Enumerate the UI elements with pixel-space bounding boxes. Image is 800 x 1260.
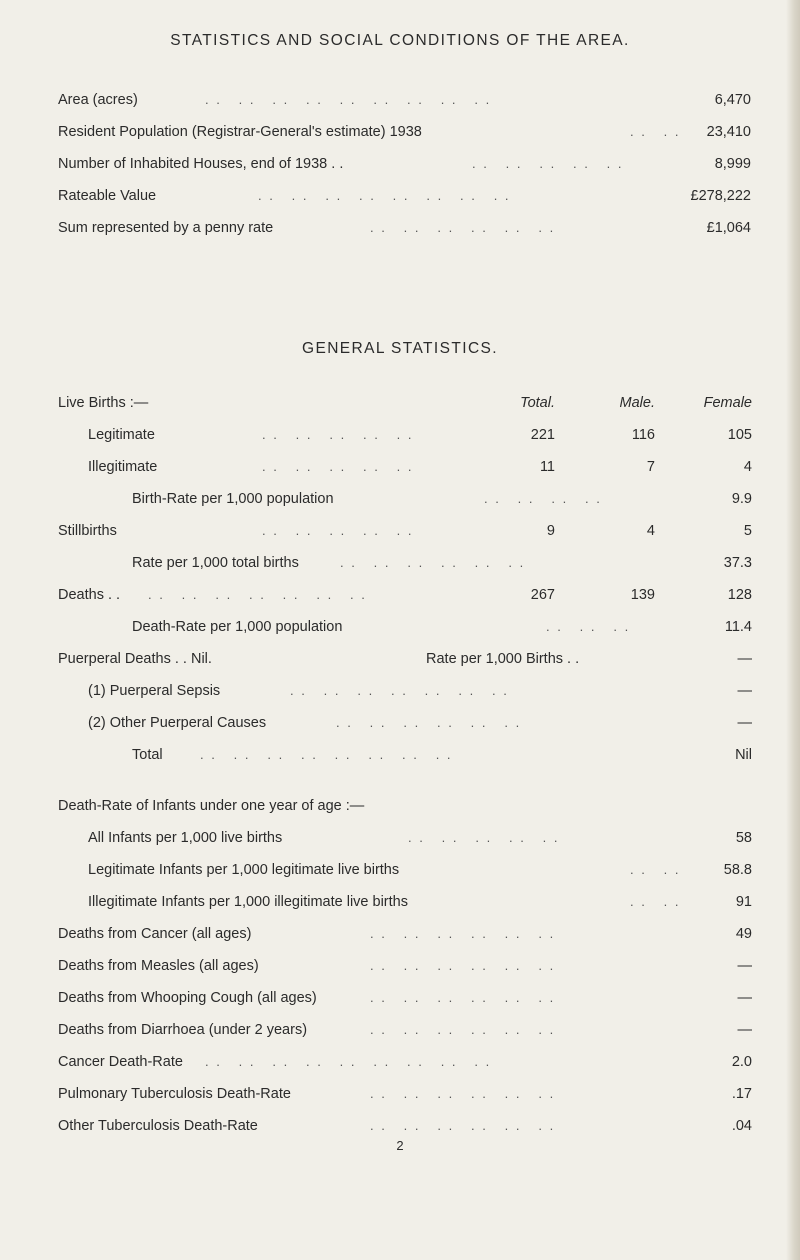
houses-value: 8,999 <box>714 156 751 172</box>
leader-dots: . . . . . . . . . . . . <box>370 220 556 235</box>
population-label: Resident Population (Registrar-General's estimate) 1938 <box>58 124 422 140</box>
cause-value: — <box>737 958 752 974</box>
cause-value: 49 <box>735 926 752 942</box>
leader-dots: . . . . . . . . . . . . . . <box>148 587 367 602</box>
column-female-header: Female <box>703 395 752 411</box>
puerperal-sepsis-value: — <box>737 683 752 699</box>
puerperal-total-row <box>0 744 800 766</box>
leader-dots: . . . . <box>630 894 681 909</box>
deaths-row <box>0 584 800 606</box>
other-puerperal-row <box>0 712 800 734</box>
stillbirths-female: 5 <box>743 523 752 539</box>
leader-dots: . . . . . . . . . . <box>408 830 560 845</box>
cause-row <box>0 955 800 977</box>
deaths-label: Deaths . . <box>58 587 121 603</box>
houses-label: Number of Inhabited Houses, end of 1938 . . <box>58 156 344 172</box>
rateable-row <box>0 185 800 207</box>
leader-dots: . . . . . . . . . . <box>472 156 624 171</box>
area-value: 6,470 <box>714 92 751 108</box>
death-rate-label: Death-Rate per 1,000 population <box>132 619 343 635</box>
stillbirth-rate-row <box>0 552 800 574</box>
puerperal-sepsis-label: (1) Puerperal Sepsis <box>88 683 221 699</box>
cause-label: Pulmonary Tuberculosis Death-Rate <box>58 1086 291 1102</box>
leader-dots: . . . . . . . . . . . . . . . . <box>200 747 453 762</box>
death-rate-row <box>0 616 800 638</box>
deaths-male: 139 <box>630 587 655 603</box>
penny-rate-value: £1,064 <box>706 220 751 236</box>
puerperal-row <box>0 648 800 670</box>
main-title: STATISTICS AND SOCIAL CONDITIONS OF THE AREA. <box>170 32 630 49</box>
infant-rate-value: 58.8 <box>723 862 752 878</box>
penny-rate-row <box>0 217 800 239</box>
other-puerperal-label: (2) Other Puerperal Causes <box>88 715 267 731</box>
leader-dots: . . . . . . . . . . . . <box>370 958 556 973</box>
stillbirths-label: Stillbirths <box>58 523 117 539</box>
cause-value: .17 <box>731 1086 752 1102</box>
legitimate-label: Legitimate <box>88 427 155 443</box>
stillbirths-row <box>0 520 800 542</box>
deaths-total: 267 <box>530 587 555 603</box>
leader-dots: . . . . . . . . . . <box>262 427 414 442</box>
deaths-female: 128 <box>727 587 752 603</box>
leader-dots: . . . . . . . . . . . . <box>370 990 556 1005</box>
population-value: 23,410 <box>706 124 751 140</box>
puerperal-rate-value: — <box>737 651 752 667</box>
leader-dots: . . . . . . . . . . <box>262 459 414 474</box>
leader-dots: . . . . . . . . . . . . <box>340 555 526 570</box>
cause-row <box>0 1083 800 1105</box>
rateable-value: £278,222 <box>690 188 751 204</box>
infant-rate-label: Legitimate Infants per 1,000 legitimate live births <box>88 862 400 878</box>
legitimate-male: 116 <box>631 427 655 443</box>
area-label: Area (acres) <box>58 92 138 108</box>
legitimate-female: 105 <box>727 427 752 443</box>
leader-dots: . . . . . . . . . . . . <box>370 926 556 941</box>
cause-value: .04 <box>731 1118 752 1134</box>
leader-dots: . . . . . . . . <box>484 491 602 506</box>
leader-dots: . . . . . . . . . . . . . . . . . . <box>205 92 492 107</box>
puerperal-label: Puerperal Deaths . . Nil. <box>58 651 212 667</box>
infant-rate-row <box>0 859 800 881</box>
leader-dots: . . . . . . . . . . . . <box>370 1022 556 1037</box>
puerperal-sepsis-row <box>0 680 800 702</box>
leader-dots: . . . . . . . . . . . . . . <box>290 683 509 698</box>
infant-rate-row <box>0 827 800 849</box>
page-number: 2 <box>396 1138 404 1153</box>
cause-row <box>0 987 800 1009</box>
leader-dots: . . . . . . . . . . . . . . . . <box>258 188 511 203</box>
column-total-header: Total. <box>520 395 555 411</box>
infant-rate-value: 91 <box>735 894 752 910</box>
illegitimate-male: 7 <box>646 459 655 475</box>
houses-row <box>0 153 800 175</box>
infant-rate-value: 58 <box>735 830 752 846</box>
infant-rate-row <box>0 891 800 913</box>
infant-deaths-heading-row <box>0 795 800 817</box>
infant-deaths-heading: Death-Rate of Infants under one year of age :— <box>58 798 365 814</box>
cause-row <box>0 923 800 945</box>
cause-value: — <box>737 990 752 1006</box>
population-row <box>0 121 800 143</box>
cause-label: Deaths from Cancer (all ages) <box>58 926 252 942</box>
illegitimate-label: Illegitimate <box>88 459 158 475</box>
cause-value: — <box>737 1022 752 1038</box>
leader-dots: . . . . . . . . . . . . . . . . . . <box>205 1054 492 1069</box>
illegitimate-female: 4 <box>743 459 752 475</box>
cause-label: Cancer Death-Rate <box>58 1054 183 1070</box>
cause-row <box>0 1019 800 1041</box>
puerperal-total-label: Total <box>132 747 163 763</box>
legitimate-total: 221 <box>530 427 555 443</box>
stillbirths-total: 9 <box>546 523 555 539</box>
cause-row <box>0 1051 800 1073</box>
area-row <box>0 89 800 111</box>
cause-label: Deaths from Measles (all ages) <box>58 958 259 974</box>
illegitimate-total: 11 <box>539 459 555 475</box>
infant-rate-label: All Infants per 1,000 live births <box>88 830 283 846</box>
stillbirth-rate-label: Rate per 1,000 total births <box>132 555 299 571</box>
leader-dots: . . . . . . . . . . . . <box>336 715 522 730</box>
puerperal-total-value: Nil <box>735 747 752 763</box>
live-births-label: Live Births :— <box>58 395 149 411</box>
leader-dots: . . . . . . . . . . . . <box>370 1086 556 1101</box>
cause-value: 2.0 <box>731 1054 752 1070</box>
cause-label: Deaths from Whooping Cough (all ages) <box>58 990 317 1006</box>
leader-dots: . . . . <box>630 862 681 877</box>
stillbirths-male: 4 <box>646 523 655 539</box>
birth-rate-value: 9.9 <box>731 491 752 507</box>
other-puerperal-value: — <box>737 715 752 731</box>
cause-label: Deaths from Diarrhoea (under 2 years) <box>58 1022 308 1038</box>
illegitimate-row <box>0 456 800 478</box>
leader-dots: . . . . . . . . . . <box>262 523 414 538</box>
birth-rate-row <box>0 488 800 510</box>
cause-row <box>0 1115 800 1137</box>
penny-rate-label: Sum represented by a penny rate <box>58 220 274 236</box>
cause-label: Other Tuberculosis Death-Rate <box>58 1118 258 1134</box>
leader-dots: . . . . . . . . . . . . <box>370 1118 556 1133</box>
leader-dots: . . . . <box>630 124 681 139</box>
puerperal-rate-label: Rate per 1,000 Births . . <box>426 651 580 667</box>
birth-rate-label: Birth-Rate per 1,000 population <box>132 491 334 507</box>
stillbirth-rate-value: 37.3 <box>723 555 752 571</box>
rateable-label: Rateable Value <box>58 188 157 204</box>
infant-rate-label: Illegitimate Infants per 1,000 illegitimate live births <box>88 894 408 910</box>
column-male-header: Male. <box>619 395 655 411</box>
legitimate-row <box>0 424 800 446</box>
death-rate-value: 11.4 <box>724 619 752 635</box>
leader-dots: . . . . . . <box>546 619 631 634</box>
general-statistics-title: GENERAL STATISTICS. <box>302 340 498 357</box>
live-births-header-row <box>0 392 800 414</box>
